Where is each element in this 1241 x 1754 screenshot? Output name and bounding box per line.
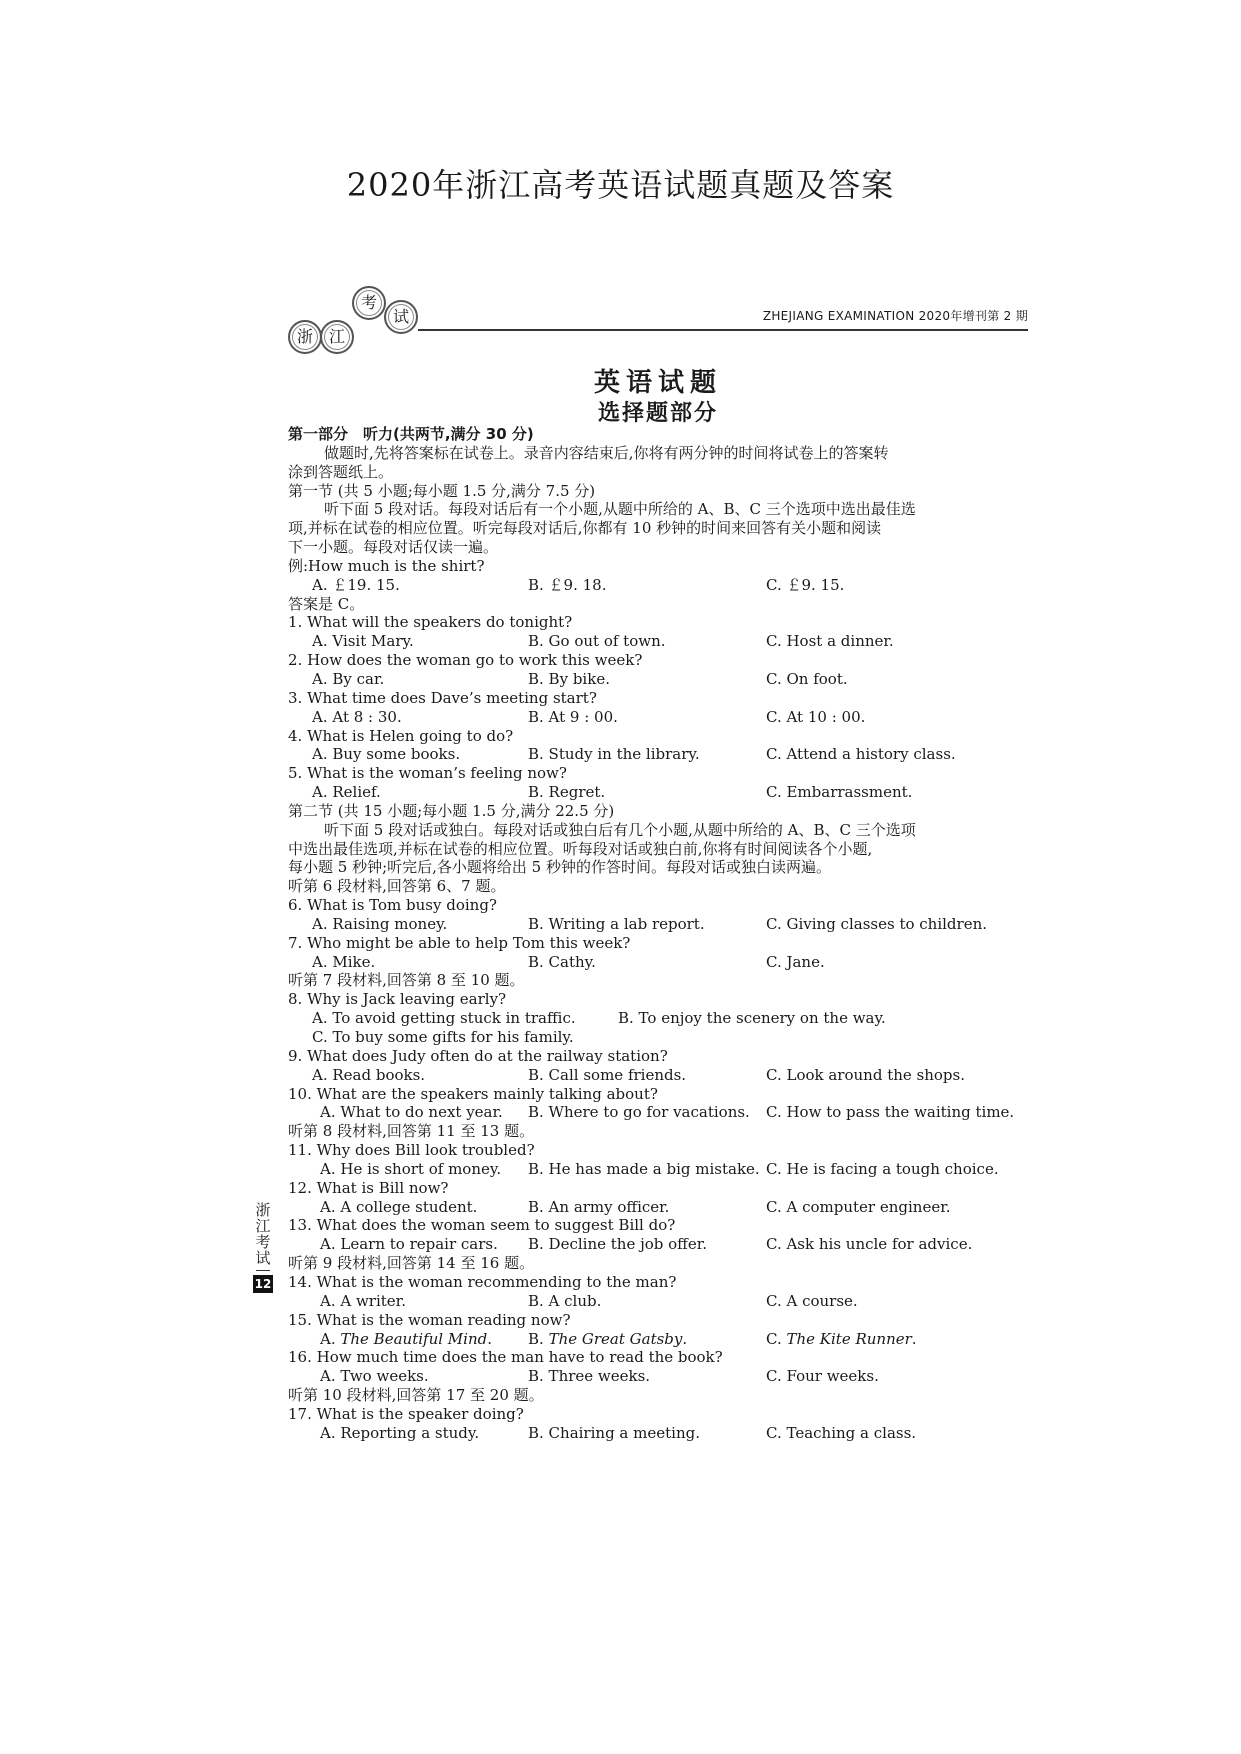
option-b: B. Study in the library.	[528, 745, 700, 764]
option-b: B. To enjoy the scenery on the way.	[618, 1009, 886, 1028]
options-10	[288, 1103, 1028, 1122]
document-title: 2020年浙江高考英语试题真题及答案	[346, 166, 895, 204]
side-divider	[256, 1270, 270, 1271]
option-c: C. To buy some gifts for his family.	[312, 1028, 574, 1046]
option-a: A. Relief.	[312, 783, 381, 802]
options-14	[288, 1292, 1028, 1311]
publication-label: ZHEJIANG EXAMINATION 2020年增刊第 2 期	[762, 309, 1028, 323]
logo-char-3: 考	[352, 286, 386, 320]
question-3: 3. What time does Dave’s meeting start?	[288, 688, 597, 707]
material-7-heading: 听第 7 段材料,回答第 8 至 10 题。	[288, 971, 525, 990]
option-b: B. By bike.	[528, 669, 610, 688]
options-1	[288, 632, 1028, 651]
question-13: 13. What does the woman seem to suggest Bill do?	[288, 1216, 676, 1235]
sec1-intro-line2: 项,并标在试卷的相应位置。听完每段对话后,你都有 10 秒钟的时间来回答有关小题和阅读	[288, 519, 882, 538]
material-6-heading: 听第 6 段材料,回答第 6、7 题。	[288, 877, 506, 896]
example-question: 例:How much is the shirt?	[288, 556, 485, 575]
option-a: A. Mike.	[312, 952, 376, 971]
option-a: A. What to do next year.	[320, 1103, 503, 1122]
options-8-cont	[288, 1028, 1028, 1047]
options-2	[288, 670, 1028, 689]
subject-title: 英语试题	[593, 368, 722, 398]
option-b: B. Decline the job offer.	[528, 1235, 708, 1254]
question-8: 8. Why is Jack leaving early?	[288, 990, 507, 1009]
side-journal-label	[252, 1202, 274, 1293]
option-c: C. How to pass the waiting time.	[766, 1103, 1015, 1122]
sec1-intro-line3: 下一小题。每段对话仅读一遍。	[288, 538, 499, 557]
option-a: A. At 8 : 30.	[312, 707, 402, 726]
example-option-b: B. ￡9. 18.	[528, 575, 607, 594]
journal-logo	[288, 293, 418, 352]
options-6	[288, 915, 1028, 934]
scanned-exam-page	[288, 292, 1028, 1477]
option-a: A. Read books.	[312, 1065, 426, 1084]
sec2-intro-line1: 听下面 5 段对话或独白。每段对话或独白后有几个小题,从题中所给的 A、B、C 三个选项	[324, 820, 916, 839]
question-16: 16. How much time does the man have to read the book?	[288, 1348, 723, 1367]
question-9: 9. What does Judy often do at the railway station?	[288, 1046, 668, 1065]
sec1-intro-line1: 听下面 5 段对话。每段对话后有一个小题,从题中所给的 A、B、C 三个选项中选出最佳选	[324, 500, 916, 519]
side-char-3: 考	[255, 1233, 271, 1251]
option-b: B. Chairing a meeting.	[528, 1423, 700, 1442]
question-10: 10. What are the speakers mainly talking about?	[288, 1084, 658, 1103]
option-a: A. By car.	[312, 669, 385, 688]
options-5	[288, 783, 1028, 802]
material-10-heading: 听第 10 段材料,回答第 17 至 20 题。	[288, 1386, 544, 1405]
option-a: A. The Beautiful Mind.	[320, 1329, 492, 1348]
section-title: 选择题部分	[597, 401, 718, 426]
option-a: A. Raising money.	[312, 914, 448, 933]
question-2: 2. How does the woman go to work this week?	[288, 651, 643, 670]
material-8-heading: 听第 8 段材料,回答第 11 至 13 题。	[288, 1122, 535, 1141]
part1-intro-line1: 做题时,先将答案标在试卷上。录音内容结束后,你将有两分钟的时间将试卷上的答案转	[324, 443, 889, 462]
option-a: A. A writer.	[320, 1291, 406, 1310]
option-c: C. Giving classes to children.	[766, 914, 988, 933]
page-number: 12	[254, 1277, 272, 1291]
option-c: C. At 10 : 00.	[766, 707, 866, 726]
option-c: C. Look around the shops.	[766, 1065, 965, 1084]
question-4: 4. What is Helen going to do?	[288, 726, 514, 745]
option-b: B. Writing a lab report.	[528, 914, 705, 933]
example-answer: 答案是 C。	[288, 594, 365, 613]
option-b: B. Three weeks.	[528, 1367, 651, 1386]
option-a: A. To avoid getting stuck in traffic.	[312, 1009, 576, 1028]
option-c: C. On foot.	[766, 669, 848, 688]
option-c: C. He is facing a tough choice.	[766, 1159, 999, 1178]
option-c: C. A course.	[766, 1291, 858, 1310]
header-rule	[418, 329, 1028, 331]
option-b: B. The Great Gatsby.	[528, 1329, 688, 1348]
option-c: C. Host a dinner.	[766, 632, 894, 651]
side-char-2: 江	[255, 1217, 271, 1235]
options-9	[288, 1066, 1028, 1085]
options-17	[288, 1424, 1028, 1443]
side-char-1: 浙	[255, 1201, 271, 1219]
logo-char-4: 试	[384, 300, 418, 334]
options-7	[288, 953, 1028, 972]
option-a: A. He is short of money.	[320, 1159, 502, 1178]
question-7: 7. Who might be able to help Tom this week?	[288, 933, 631, 952]
option-c: C. Embarrassment.	[766, 783, 913, 802]
options-3	[288, 708, 1028, 727]
question-1: 1. What will the speakers do tonight?	[288, 613, 573, 632]
question-15: 15. What is the woman reading now?	[288, 1310, 571, 1329]
option-a: A. Reporting a study.	[320, 1423, 480, 1442]
option-a: A. Learn to repair cars.	[320, 1235, 498, 1254]
sec2-intro-line2: 中选出最佳选项,并标在试卷的相应位置。听每段对话或独白前,你将有时间阅读各个小题,	[288, 839, 873, 858]
options-8	[288, 1009, 1028, 1028]
option-b: B. He has made a big mistake.	[528, 1159, 760, 1178]
option-b: B. Call some friends.	[528, 1065, 687, 1084]
logo-char-2: 江	[320, 320, 354, 354]
option-b: B. Cathy.	[528, 952, 596, 971]
question-17: 17. What is the speaker doing?	[288, 1404, 524, 1423]
option-a: A. Visit Mary.	[312, 632, 414, 651]
option-b: B. Regret.	[528, 783, 606, 802]
part1-intro-line2: 涂到答题纸上。	[288, 462, 394, 481]
option-c: C. The Kite Runner.	[766, 1329, 917, 1348]
question-6: 6. What is Tom busy doing?	[288, 896, 497, 915]
part1-title: 第一部分 听力(共两节,满分 30 分)	[288, 425, 534, 443]
question-5: 5. What is the woman’s feeling now?	[288, 764, 567, 783]
option-b: B. At 9 : 00.	[528, 707, 618, 726]
option-a: A. Two weeks.	[320, 1367, 429, 1386]
question-12: 12. What is Bill now?	[288, 1178, 449, 1197]
exam-body	[288, 425, 1028, 1443]
option-c: C. Ask his uncle for advice.	[766, 1235, 973, 1254]
sec2-intro-line3: 每小题 5 秒钟;听完后,各小题将给出 5 秒钟的作答时间。每段对话或独白读两遍。	[288, 858, 831, 877]
option-b: B. Go out of town.	[528, 632, 666, 651]
option-a: A. A college student.	[320, 1197, 478, 1216]
option-c: C. Teaching a class.	[766, 1423, 917, 1442]
options-15	[288, 1330, 1028, 1349]
example-options	[288, 576, 1028, 595]
side-char-4: 试	[255, 1249, 271, 1267]
logo-char-1: 浙	[288, 320, 322, 354]
question-11: 11. Why does Bill look troubled?	[288, 1141, 535, 1160]
sec1-title: 第一节 (共 5 小题;每小题 1.5 分,满分 7.5 分)	[288, 481, 596, 500]
option-c: C. Attend a history class.	[766, 745, 956, 764]
options-4	[288, 745, 1028, 764]
option-c: C. Four weeks.	[766, 1367, 879, 1386]
example-option-a: A. ￡19. 15.	[312, 575, 400, 594]
option-b: B. A club.	[528, 1291, 602, 1310]
sec2-title: 第二节 (共 15 小题;每小题 1.5 分,满分 22.5 分)	[288, 801, 615, 820]
options-13	[288, 1235, 1028, 1254]
options-16	[288, 1367, 1028, 1386]
option-b: B. An army officer.	[528, 1197, 670, 1216]
option-c: C. Jane.	[766, 952, 825, 971]
example-option-c: C. ￡9. 15.	[766, 575, 845, 594]
options-11	[288, 1160, 1028, 1179]
material-9-heading: 听第 9 段材料,回答第 14 至 16 题。	[288, 1254, 535, 1273]
option-b: B. Where to go for vacations.	[528, 1103, 750, 1122]
option-a: A. Buy some books.	[312, 745, 461, 764]
options-12	[288, 1198, 1028, 1217]
option-c: C. A computer engineer.	[766, 1197, 951, 1216]
question-14: 14. What is the woman recommending to the man?	[288, 1272, 677, 1291]
